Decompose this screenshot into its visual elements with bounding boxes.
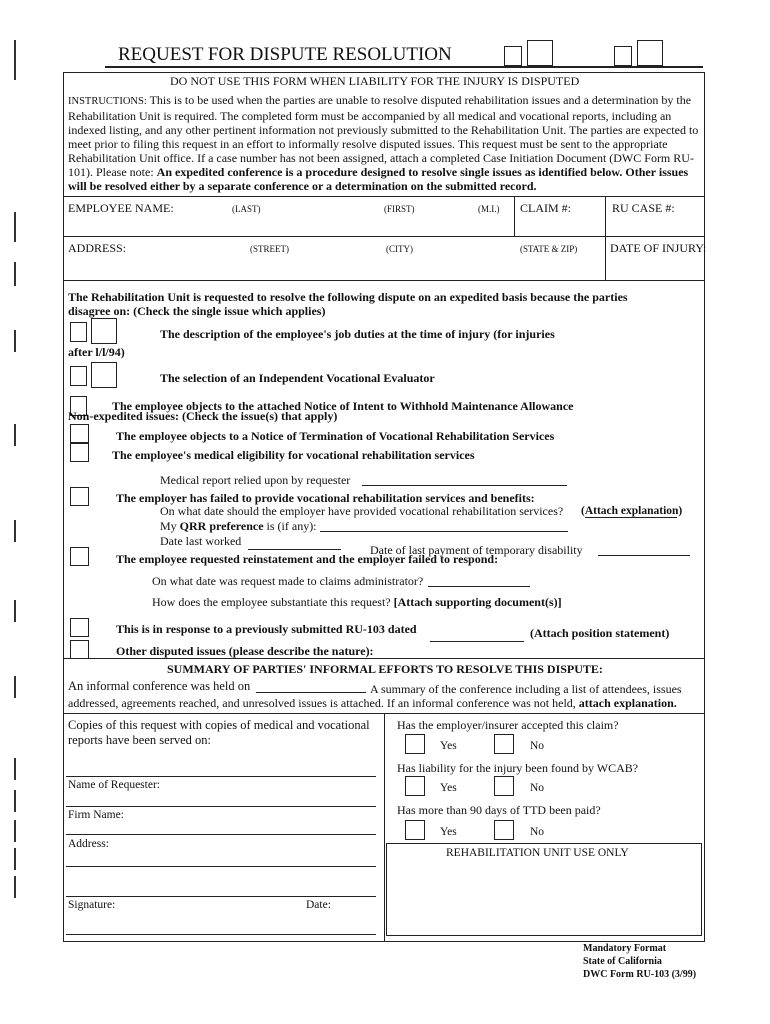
state-zip-hint: (STATE & ZIP) [520,244,578,254]
ttd-no-checkbox[interactable] [494,820,514,840]
fill-line[interactable] [428,586,530,587]
margin-bar [14,212,16,242]
margin-bar [14,262,16,286]
medical-report-label: Medical report relied upon by requester [160,473,351,487]
title-rule [105,66,703,68]
row-rule [63,658,705,659]
expedited-intro: The Rehabilitation Unit is requested to resolve the following dispute on an expedited basis because the parties disagree on: (Check the single issue which applies) [68,290,628,318]
footer-line-3: DWC Form RU-103 (3/99) [583,969,697,980]
last-hint: (LAST) [232,204,261,214]
qrr-post: is (if any): [266,519,317,533]
signature-label: Signature: [68,899,116,911]
expedited-issue-3: The employee objects to the attached Notice of Intent to Withhold Maintenance Allowance [112,399,574,413]
fill-line[interactable] [362,485,567,486]
margin-bar [14,876,16,898]
nonexpedited-issue-2: The employee's medical eligibility for vocational rehabilitation services [112,448,475,462]
yes-label: Yes [440,782,457,794]
expedited-issue-1: The description of the employee's job duties at the time of injury (for injuries [160,327,555,341]
claim-label: CLAIM #: [520,201,571,215]
firm-name-label: Firm Name: [68,809,124,821]
ttd-yes-checkbox[interactable] [405,820,425,840]
first-hint: (FIRST) [384,204,415,214]
attach-position: (Attach position statement) [530,626,670,640]
footer-line-2: State of California [583,956,662,967]
issue-checkbox[interactable] [91,362,117,388]
no-label: No [530,740,545,752]
issue-3-question: On what date should the employer have provided vocational rehabilitation services? [160,504,564,518]
row-rule [63,280,705,281]
date-of-injury-label: DATE OF INJURY: [610,241,707,255]
question-accepted: Has the employer/insurer accepted this claim? [397,718,619,732]
qrr-line [160,520,317,532]
divider [514,196,515,236]
attach-documents: [Attach supporting document(s)] [393,595,562,609]
copies-served-text: Copies of this request with copies of medical and vocational reports have been served on: [68,718,370,747]
margin-bar [14,424,16,446]
header-box[interactable] [527,40,553,66]
header-box[interactable] [614,46,632,66]
question-liability: Has liability for the injury been found by WCAB? [397,761,639,775]
summary-attach-explanation: attach explanation. [578,696,677,710]
signature-line[interactable] [66,934,376,935]
instructions [68,93,700,193]
divider [605,236,606,280]
header-box[interactable] [637,40,663,66]
summary-line-1a: An informal conference was held on [68,679,251,693]
yes-label: Yes [440,826,457,838]
nonexpedited-issue-3: The employer has failed to provide vocational rehabilitation services and benefits: [116,491,535,505]
summary-line-1b: A summary of the conference including a list of attendees, issues [370,682,682,696]
requester-name-line[interactable] [66,806,376,807]
issue-checkbox[interactable] [70,322,87,342]
margin-bar [14,758,16,780]
nonexpedited-issue-1: The employee objects to a Notice of Termination of Vocational Rehabilitation Services [116,429,555,443]
liability-yes-checkbox[interactable] [405,776,425,796]
issue-checkbox[interactable] [91,318,117,344]
margin-bar [14,790,16,812]
employee-name-label: EMPLOYEE NAME: [68,201,174,215]
nonexpedited-issue-4: The employee requested reinstatement and the employer failed to respond: [116,552,499,566]
qrr-pre: My [160,519,177,533]
summary-line-2-text: addressed, agreements reached, and unresolved issues is attached. If an informal conference was not held, [68,696,576,710]
margin-bar [14,330,16,352]
accepted-yes-checkbox[interactable] [405,734,425,754]
fill-line[interactable] [598,555,690,556]
address-field-label: Address: [68,838,109,850]
header-box[interactable] [504,46,522,66]
margin-bar [14,676,16,698]
page-title: REQUEST FOR DISPUTE RESOLUTION [118,44,452,65]
nonexpedited-issue-6: Other disputed issues (please describe the nature): [116,644,374,658]
footer-line-1: Mandatory Format [583,943,667,954]
accepted-no-checkbox[interactable] [494,734,514,754]
ru-use-only-label: REHABILITATION UNIT USE ONLY [446,847,629,859]
issue-4-question-2 [152,596,562,608]
requester-name-label: Name of Requester: [68,779,160,791]
row-rule [63,196,705,197]
summary-header: SUMMARY OF PARTIES' INFORMAL EFFORTS TO RESOLVE THIS DISPUTE: [167,662,603,676]
issue-4-question-1: On what date was request made to claims administrator? [152,574,424,588]
warning-text: DO NOT USE THIS FORM WHEN LIABILITY FOR THE INJURY IS DISPUTED [170,74,580,88]
column-divider [384,713,385,942]
issue-checkbox[interactable] [70,366,87,386]
expedited-issue-2: The selection of an Independent Vocational Evaluator [160,371,435,385]
conference-date-line[interactable] [256,692,366,693]
divider [605,196,606,236]
address-label: ADDRESS: [68,241,127,255]
fill-line[interactable] [248,549,341,550]
qrr-fill-line[interactable] [320,531,568,532]
issue-checkbox[interactable] [70,487,89,506]
margin-bar [14,40,16,80]
margin-bar [14,820,16,842]
row-rule [63,236,705,237]
margin-bar [14,848,16,870]
no-label: No [530,826,545,838]
yes-label: Yes [440,740,457,752]
expedited-issue-1b: after l/l/94) [68,345,125,359]
fill-line[interactable] [585,517,677,518]
issue-4-question-2-text: How does the employee substantiate this request? [152,595,391,609]
instructions-note: An expedited conference is a procedure designed to resolve single issues as identified below. Other issues will be resolved either by a separate conference or a determination on the submitted record. [68,165,689,193]
issue-checkbox[interactable] [70,618,89,637]
summary-line-2 [68,697,677,709]
margin-bar [14,520,16,542]
date-last-worked-label: Date last worked [160,534,242,548]
date-last-payment-label: Date of last payment of temporary disability [370,543,583,557]
qrr-bold: QRR preference [179,519,264,533]
margin-bar [14,600,16,622]
instructions-label: INSTRUCTIONS: [68,96,147,107]
issue-checkbox[interactable] [70,443,89,462]
issue-checkbox[interactable] [70,547,89,566]
no-label: No [530,782,545,794]
served-on-line[interactable] [66,776,376,777]
fill-line[interactable] [430,641,524,642]
attach-explanation: (Attach explanation) [581,505,683,517]
firm-name-line[interactable] [66,834,376,835]
street-hint: (STREET) [250,244,289,254]
issue-checkbox[interactable] [70,640,89,659]
instructions-text: This is to be used when the parties are unable to resolve disputed rehabilitation issues and a determination by the Rehabilitation Unit is required. The completed form must be accompanied by all medical and vocational reports, including an indexed listing, and any other pertinent information not previously submitted to the Rehabilitation Unit. The parties are expected to meet prior to filing this request in an effort to informally resolve disputed issues. This request must be sent to the appropriate Rehabilitation Unit office. If a case number has not been assigned, attach a completed Case Initiation Document (DWC Form RU-101). Please note: [68,93,699,179]
nonexpedited-issue-5: This is in response to a previously submitted RU-103 dated [116,622,417,636]
date-label: Date: [306,899,331,911]
question-ttd: Has more than 90 days of TTD been paid? [397,803,601,817]
address-line[interactable] [66,866,376,867]
city-hint: (CITY) [386,244,413,254]
liability-no-checkbox[interactable] [494,776,514,796]
ru-case-label: RU CASE #: [612,201,675,215]
mi-hint: (M.I.) [478,204,500,214]
nonexpedited-header: Non-expedited issues: (Check the issue(s) that apply) [68,409,338,423]
issue-checkbox[interactable] [70,424,89,443]
address-line-2[interactable] [66,896,376,897]
